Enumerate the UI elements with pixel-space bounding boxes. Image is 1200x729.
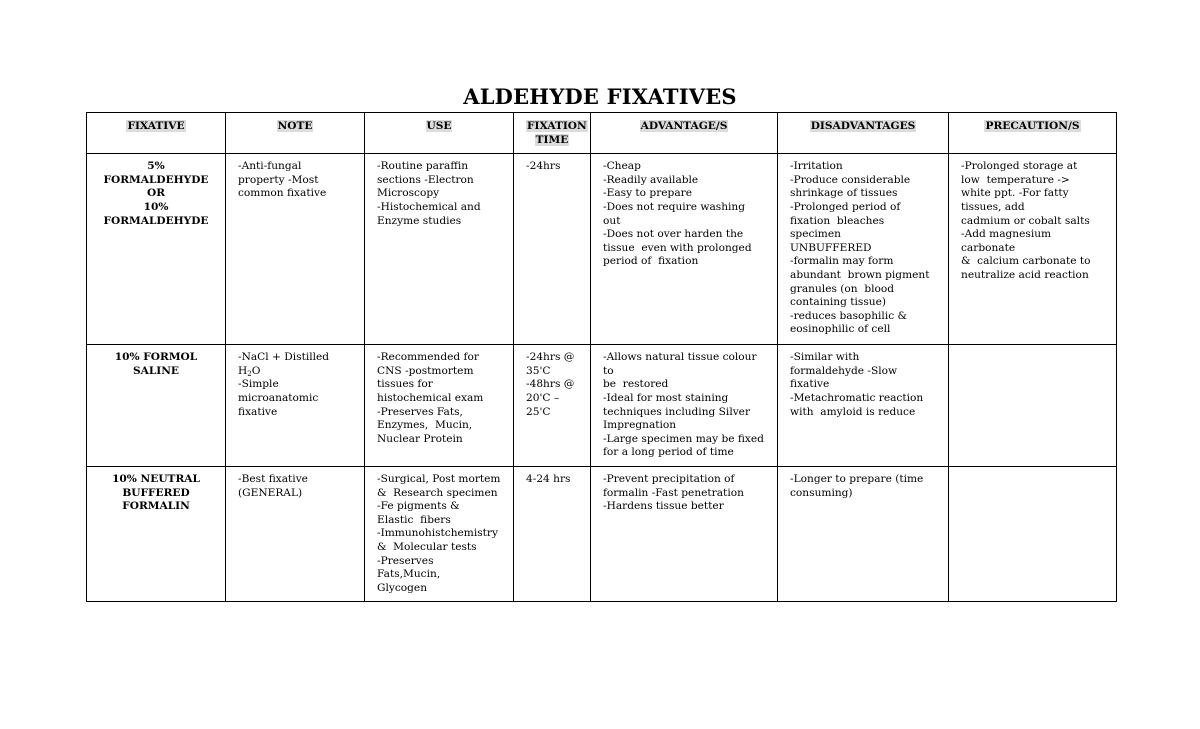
use-cell: -Recommended for CNS -postmortem tissues for histochemical exam -Preserves Fats, Enzymes, Mucin, Nuclear Protein bbox=[365, 345, 514, 467]
note-cell: -NaCl + Distilled $H_2O$ -Simple microanatomic fixative bbox=[226, 345, 365, 467]
header-fixative: FIXATIVE bbox=[87, 113, 226, 154]
use-cell: -Surgical, Post mortem & Research specimen -Fe pigments & Elastic fibers -Immunohistchemistry & Molecular tests -Preserves Fats,Mucin, Glycogen bbox=[365, 466, 514, 601]
advantages-cell: -Cheap -Readily available -Easy to prepare -Does not require washing out -Does not over harden the tissue even with prolonged period of fixation bbox=[591, 154, 778, 345]
header-use: USE bbox=[365, 113, 514, 154]
fixation-time-cell: -24hrs @ 35'C -48hrs @ 20'C – 25'C bbox=[514, 345, 591, 467]
header-row bbox=[87, 113, 1117, 154]
header-disadvantages: DISADVANTAGES bbox=[778, 113, 949, 154]
disadvantages-cell: -Similar with formaldehyde -Slow fixative -Metachromatic reaction with amyloid is reduce bbox=[778, 345, 949, 467]
table-row bbox=[87, 466, 1117, 601]
note-cell: -Anti-fungal property -Most common fixative bbox=[226, 154, 365, 345]
disadvantages-cell: -Longer to prepare (time consuming) bbox=[778, 466, 949, 601]
advantages-cell: -Allows natural tissue colour to be restored -Ideal for most staining techniques including Silver Impregnation -Large specimen may be fixed for a long period of time bbox=[591, 345, 778, 467]
fixation-time-cell: 4-24 hrs bbox=[514, 466, 591, 601]
table-row bbox=[87, 154, 1117, 345]
use-cell: -Routine paraffin sections -Electron Microscopy -Histochemical and Enzyme studies bbox=[365, 154, 514, 345]
precautions-cell: -Prolonged storage at low temperature -> white ppt. -For fatty tissues, add cadmium or cobalt salts -Add magnesium carbonate & calcium carbonate to neutralize acid reaction bbox=[949, 154, 1117, 345]
advantages-cell: -Prevent precipitation of formalin -Fast penetration -Hardens tissue better bbox=[591, 466, 778, 601]
page-title: ALDEHYDE FIXATIVES bbox=[463, 84, 737, 109]
header-fixation-time: FIXATION TIME bbox=[514, 113, 591, 154]
fixative-cell: 10% FORMOL SALINE bbox=[87, 345, 226, 467]
table-row bbox=[87, 345, 1117, 467]
fixative-cell: 10% NEUTRAL BUFFERED FORMALIN bbox=[87, 466, 226, 601]
note-cell: -Best fixative (GENERAL) bbox=[226, 466, 365, 601]
header-precautions: PRECAUTION/S bbox=[949, 113, 1117, 154]
disadvantages-cell: -Irritation -Produce considerable shrinkage of tissues -Prolonged period of fixation bleaches specimen UNBUFFERED -formalin may form abundant brown pigment granules (on blood containing tissue) -reduces basophilic & eosinophilic of cell bbox=[778, 154, 949, 345]
fixation-time-cell: -24hrs bbox=[514, 154, 591, 345]
fixative-cell: 5% FORMALDEHYDE OR 10% FORMALDEHYDE bbox=[87, 154, 226, 345]
precautions-cell bbox=[949, 466, 1117, 601]
header-note: NOTE bbox=[226, 113, 365, 154]
fixatives-table bbox=[86, 112, 1117, 602]
precautions-cell bbox=[949, 345, 1117, 467]
header-advantages: ADVANTAGE/S bbox=[591, 113, 778, 154]
